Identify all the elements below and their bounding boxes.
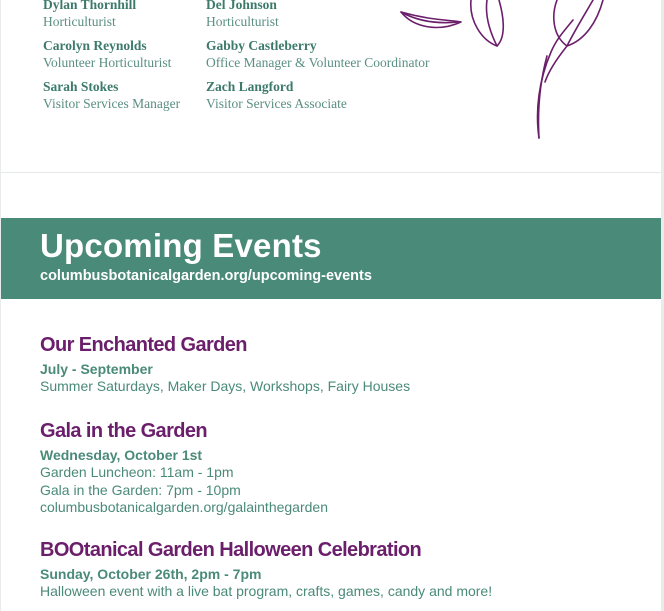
event-detail: Halloween event with a live bat program, crafts, games, candy and more! <box>40 583 493 599</box>
event-link[interactable]: columbusbotanicalgarden.org/galainthegarden <box>40 499 328 515</box>
staff-role: Visitor Services Manager <box>43 96 181 111</box>
newsletter-page <box>1 0 661 611</box>
staff-name: Dylan Thornhill <box>43 0 137 12</box>
event-date: Wednesday, October 1st <box>40 447 203 463</box>
banner-title: Upcoming Events <box>40 227 322 264</box>
staff-role: Visitor Services Associate <box>206 96 347 111</box>
staff-name: Carolyn Reynolds <box>43 38 147 53</box>
staff-role: Horticulturist <box>43 14 116 29</box>
staff-section <box>1 0 661 173</box>
staff-name: Zach Langford <box>206 79 294 94</box>
staff-list <box>43 0 446 112</box>
staff-name: Sarah Stokes <box>43 79 119 94</box>
events-link[interactable]: columbusbotanicalgarden.org/upcoming-events <box>40 268 372 284</box>
staff-role: Horticulturist <box>206 14 279 29</box>
event-detail: Gala in the Garden: 7pm - 10pm <box>40 481 241 498</box>
staff-name: Del Johnson <box>206 0 277 12</box>
staff-name: Gabby Castleberry <box>206 38 317 53</box>
event-item <box>40 419 328 517</box>
event-detail: Summer Saturdays, Maker Days, Workshops, Fairy Houses <box>40 378 411 394</box>
event-item <box>40 333 410 396</box>
event-detail: Garden Luncheon: 11am - 1pm <box>40 464 234 480</box>
staff-role: Volunteer Horticulturist <box>43 55 172 70</box>
staff-member <box>43 0 206 30</box>
staff-member <box>43 37 206 71</box>
staff-member <box>43 78 206 112</box>
event-date: July - September <box>40 361 153 377</box>
event-title: Gala in the Garden <box>40 420 208 442</box>
staff-role: Office Manager & Volunteer Coordinator <box>206 55 430 70</box>
tulip-line-drawing-icon <box>389 0 639 145</box>
event-title: BOOtanical Garden Halloween Celebration <box>40 539 422 561</box>
event-date: Sunday, October 26th, 2pm - 7pm <box>40 566 262 582</box>
event-title: Our Enchanted Garden <box>40 334 247 356</box>
event-item <box>40 538 492 601</box>
